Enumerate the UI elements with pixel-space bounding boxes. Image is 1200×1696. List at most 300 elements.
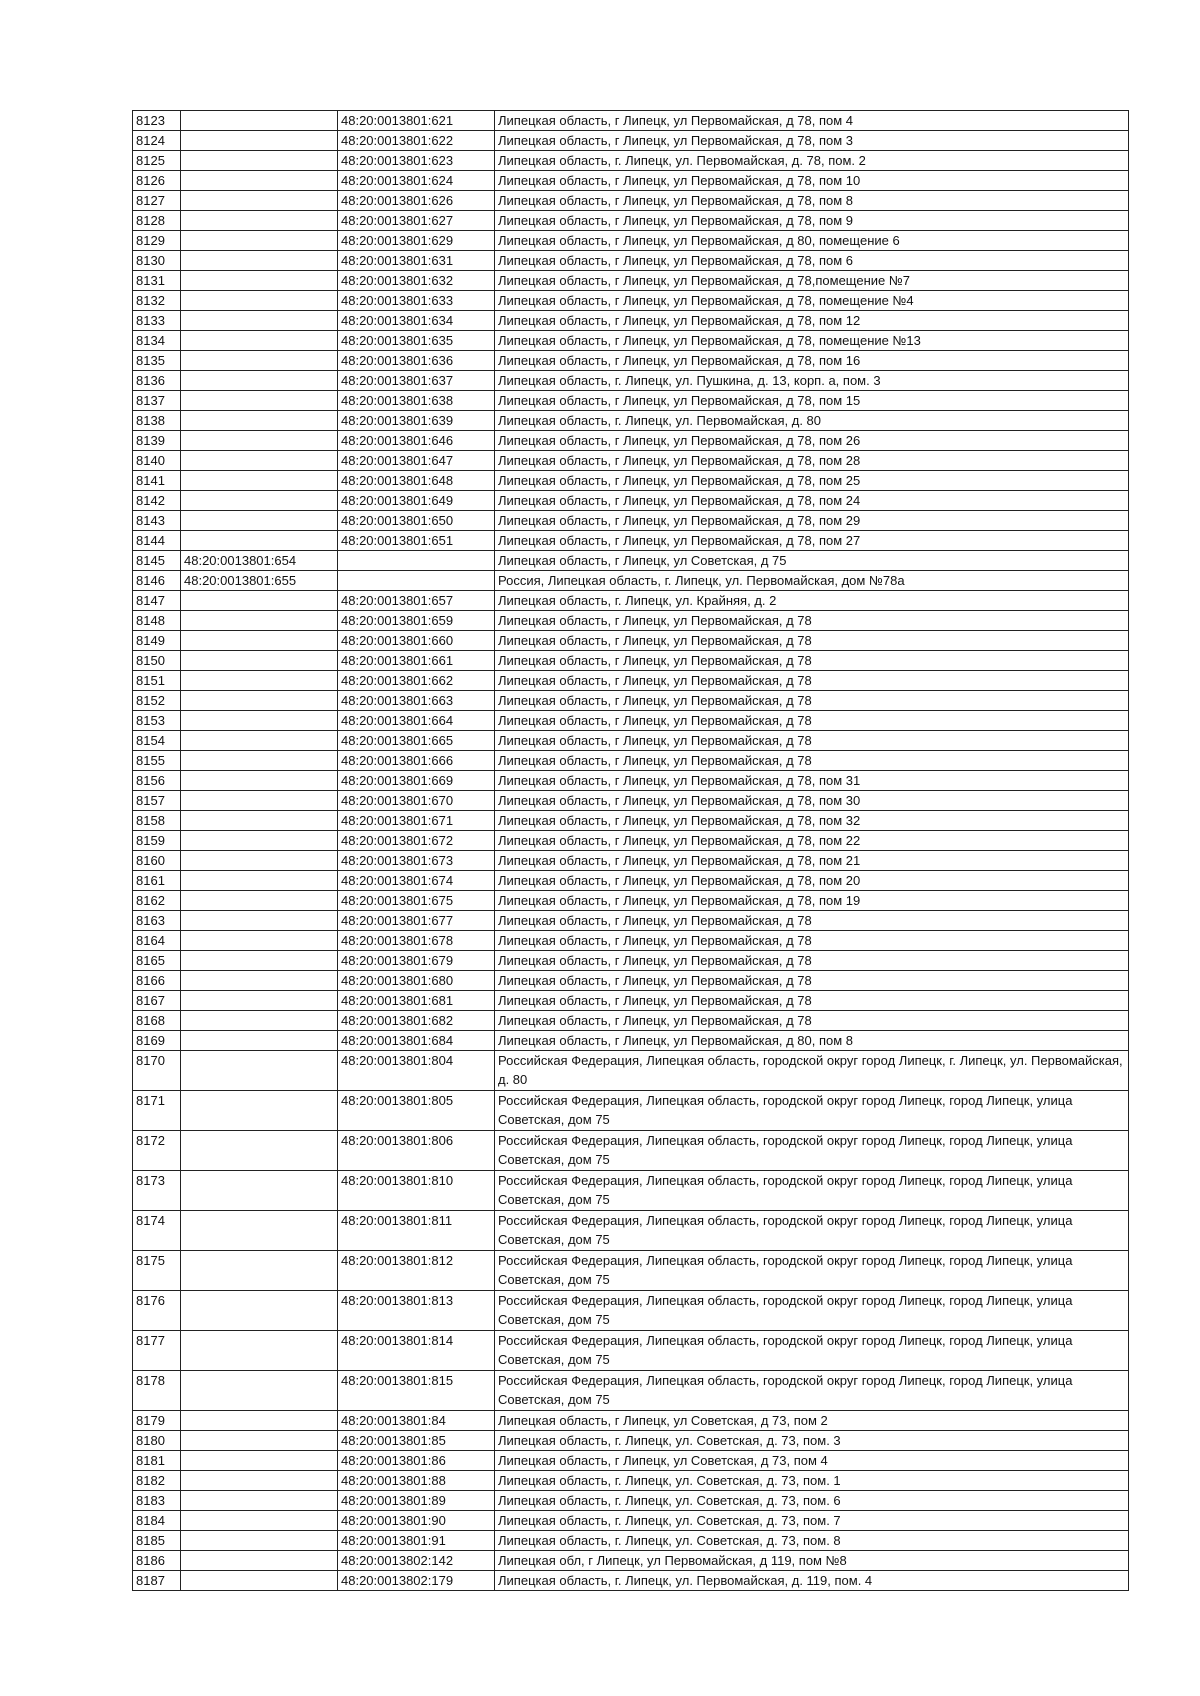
premises-cadastral-cell: 48:20:0013801:680	[338, 971, 495, 991]
building-cadastral-cell	[181, 931, 338, 951]
building-cadastral-cell	[181, 491, 338, 511]
table-row	[133, 891, 1129, 911]
building-cadastral-cell	[181, 1571, 338, 1591]
address-cell: Липецкая область, г Липецк, ул Первомайская, д 78, пом 4	[495, 111, 1129, 131]
row-number-cell: 8177	[133, 1331, 181, 1371]
table-row	[133, 671, 1129, 691]
address-cell: Липецкая область, г Липецк, ул Первомайская, д 78	[495, 631, 1129, 651]
table-row	[133, 1471, 1129, 1491]
building-cadastral-cell	[181, 831, 338, 851]
address-cell: Липецкая область, г. Липецк, ул. Советская, д. 73, пом. 8	[495, 1531, 1129, 1551]
premises-cadastral-cell: 48:20:0013801:622	[338, 131, 495, 151]
building-cadastral-cell	[181, 431, 338, 451]
table-row	[133, 731, 1129, 751]
premises-cadastral-cell: 48:20:0013801:814	[338, 1331, 495, 1371]
building-cadastral-cell	[181, 711, 338, 731]
table-row	[133, 691, 1129, 711]
row-number-cell: 8176	[133, 1291, 181, 1331]
building-cadastral-cell	[181, 1451, 338, 1471]
address-cell: Липецкая область, г Липецк, ул Первомайская, д 78, помещение №4	[495, 291, 1129, 311]
row-number-cell: 8169	[133, 1031, 181, 1051]
premises-cadastral-cell: 48:20:0013801:90	[338, 1511, 495, 1531]
address-cell: Россия, Липецкая область, г. Липецк, ул. Первомайская, дом №78а	[495, 571, 1129, 591]
address-cell: Липецкая область, г Липецк, ул Первомайская, д 78, пом 31	[495, 771, 1129, 791]
row-number-cell: 8158	[133, 811, 181, 831]
premises-cadastral-cell: 48:20:0013802:142	[338, 1551, 495, 1571]
table-row	[133, 611, 1129, 631]
table-row	[133, 511, 1129, 531]
row-number-cell: 8129	[133, 231, 181, 251]
row-number-cell: 8147	[133, 591, 181, 611]
row-number-cell: 8179	[133, 1411, 181, 1431]
premises-cadastral-cell: 48:20:0013801:661	[338, 651, 495, 671]
building-cadastral-cell	[181, 1091, 338, 1131]
address-cell: Липецкая область, г Липецк, ул Первомайская, д 78	[495, 971, 1129, 991]
premises-cadastral-cell: 48:20:0013801:662	[338, 671, 495, 691]
row-number-cell: 8134	[133, 331, 181, 351]
premises-cadastral-cell: 48:20:0013801:647	[338, 451, 495, 471]
row-number-cell: 8174	[133, 1211, 181, 1251]
building-cadastral-cell	[181, 731, 338, 751]
building-cadastral-cell	[181, 1491, 338, 1511]
premises-cadastral-cell: 48:20:0013801:639	[338, 411, 495, 431]
row-number-cell: 8157	[133, 791, 181, 811]
table-row	[133, 311, 1129, 331]
premises-cadastral-cell: 48:20:0013801:674	[338, 871, 495, 891]
address-cell: Российская Федерация, Липецкая область, городской округ город Липецк, город Липецк, улица Советская, дом 75	[495, 1291, 1129, 1331]
row-number-cell: 8153	[133, 711, 181, 731]
row-number-cell: 8171	[133, 1091, 181, 1131]
row-number-cell: 8143	[133, 511, 181, 531]
row-number-cell: 8161	[133, 871, 181, 891]
premises-cadastral-cell: 48:20:0013801:804	[338, 1051, 495, 1091]
table-row	[133, 811, 1129, 831]
row-number-cell: 8146	[133, 571, 181, 591]
premises-cadastral-cell: 48:20:0013801:675	[338, 891, 495, 911]
address-cell: Липецкая область, г Липецк, ул Первомайская, д 78, пом 32	[495, 811, 1129, 831]
row-number-cell: 8164	[133, 931, 181, 951]
table-row	[133, 1491, 1129, 1511]
premises-cadastral-cell: 48:20:0013801:88	[338, 1471, 495, 1491]
table-row	[133, 211, 1129, 231]
building-cadastral-cell	[181, 911, 338, 931]
row-number-cell: 8150	[133, 651, 181, 671]
table-row	[133, 1531, 1129, 1551]
table-row	[133, 231, 1129, 251]
row-number-cell: 8152	[133, 691, 181, 711]
address-cell: Липецкая область, г Липецк, ул Советская, д 75	[495, 551, 1129, 571]
address-cell: Липецкая область, г Липецк, ул Советская, д 73, пом 4	[495, 1451, 1129, 1471]
building-cadastral-cell	[181, 251, 338, 271]
row-number-cell: 8170	[133, 1051, 181, 1091]
premises-cadastral-cell: 48:20:0013801:627	[338, 211, 495, 231]
premises-cadastral-cell: 48:20:0013801:86	[338, 1451, 495, 1471]
row-number-cell: 8142	[133, 491, 181, 511]
premises-cadastral-cell: 48:20:0013801:666	[338, 751, 495, 771]
table-row	[133, 1211, 1129, 1251]
table-row	[133, 931, 1129, 951]
premises-cadastral-cell: 48:20:0013801:648	[338, 471, 495, 491]
row-number-cell: 8132	[133, 291, 181, 311]
table-row	[133, 351, 1129, 371]
table-row	[133, 1371, 1129, 1411]
building-cadastral-cell	[181, 971, 338, 991]
table-row	[133, 1131, 1129, 1171]
address-cell: Липецкая область, г. Липецк, ул. Пушкина, д. 13, корп. а, пом. 3	[495, 371, 1129, 391]
premises-cadastral-cell: 48:20:0013801:665	[338, 731, 495, 751]
row-number-cell: 8136	[133, 371, 181, 391]
row-number-cell: 8151	[133, 671, 181, 691]
building-cadastral-cell	[181, 1031, 338, 1051]
building-cadastral-cell	[181, 1291, 338, 1331]
premises-cadastral-cell: 48:20:0013801:85	[338, 1431, 495, 1451]
table-row	[133, 1571, 1129, 1591]
premises-cadastral-cell: 48:20:0013801:629	[338, 231, 495, 251]
table-row	[133, 991, 1129, 1011]
building-cadastral-cell	[181, 531, 338, 551]
building-cadastral-cell	[181, 1511, 338, 1531]
building-cadastral-cell	[181, 891, 338, 911]
address-cell: Липецкая область, г Липецк, ул Первомайская, д 78	[495, 611, 1129, 631]
row-number-cell: 8184	[133, 1511, 181, 1531]
table-row	[133, 591, 1129, 611]
row-number-cell: 8182	[133, 1471, 181, 1491]
table-row	[133, 631, 1129, 651]
row-number-cell: 8181	[133, 1451, 181, 1471]
building-cadastral-cell	[181, 171, 338, 191]
building-cadastral-cell	[181, 191, 338, 211]
property-table	[132, 110, 1129, 1591]
address-cell: Липецкая область, г Липецк, ул Первомайская, д 78, пом 9	[495, 211, 1129, 231]
premises-cadastral-cell: 48:20:0013801:673	[338, 851, 495, 871]
row-number-cell: 8156	[133, 771, 181, 791]
building-cadastral-cell	[181, 611, 338, 631]
building-cadastral-cell	[181, 151, 338, 171]
row-number-cell: 8183	[133, 1491, 181, 1511]
address-cell: Липецкая область, г Липецк, ул Первомайская, д 78, пом 30	[495, 791, 1129, 811]
table-row	[133, 831, 1129, 851]
table-body	[133, 111, 1129, 1591]
premises-cadastral-cell: 48:20:0013801:657	[338, 591, 495, 611]
address-cell: Российская Федерация, Липецкая область, городской округ город Липецк, город Липецк, улица Советская, дом 75	[495, 1211, 1129, 1251]
building-cadastral-cell	[181, 591, 338, 611]
table-row	[133, 751, 1129, 771]
building-cadastral-cell	[181, 411, 338, 431]
address-cell: Липецкая область, г Липецк, ул Первомайская, д 78, пом 3	[495, 131, 1129, 151]
table-row	[133, 171, 1129, 191]
building-cadastral-cell	[181, 391, 338, 411]
row-number-cell: 8126	[133, 171, 181, 191]
premises-cadastral-cell: 48:20:0013801:660	[338, 631, 495, 651]
address-cell: Липецкая область, г Липецк, ул Первомайская, д 78, пом 19	[495, 891, 1129, 911]
row-number-cell: 8159	[133, 831, 181, 851]
premises-cadastral-cell: 48:20:0013801:663	[338, 691, 495, 711]
address-cell: Липецкая область, г Липецк, ул Первомайская, д 78, помещение №13	[495, 331, 1129, 351]
premises-cadastral-cell: 48:20:0013801:637	[338, 371, 495, 391]
row-number-cell: 8166	[133, 971, 181, 991]
row-number-cell: 8139	[133, 431, 181, 451]
row-number-cell: 8154	[133, 731, 181, 751]
address-cell: Российская Федерация, Липецкая область, городской округ город Липецк, город Липецк, улица Советская, дом 75	[495, 1251, 1129, 1291]
row-number-cell: 8135	[133, 351, 181, 371]
row-number-cell: 8185	[133, 1531, 181, 1551]
row-number-cell: 8180	[133, 1431, 181, 1451]
table-row	[133, 1331, 1129, 1371]
row-number-cell: 8155	[133, 751, 181, 771]
building-cadastral-cell	[181, 511, 338, 531]
premises-cadastral-cell: 48:20:0013801:815	[338, 1371, 495, 1411]
premises-cadastral-cell: 48:20:0013801:91	[338, 1531, 495, 1551]
row-number-cell: 8131	[133, 271, 181, 291]
building-cadastral-cell	[181, 1531, 338, 1551]
premises-cadastral-cell: 48:20:0013801:679	[338, 951, 495, 971]
row-number-cell: 8133	[133, 311, 181, 331]
table-row	[133, 491, 1129, 511]
premises-cadastral-cell: 48:20:0013801:651	[338, 531, 495, 551]
row-number-cell: 8125	[133, 151, 181, 171]
table-row	[133, 551, 1129, 571]
table-row	[133, 391, 1129, 411]
address-cell: Российская Федерация, Липецкая область, городской округ город Липецк, город Липецк, улица Советская, дом 75	[495, 1131, 1129, 1171]
address-cell: Липецкая область, г. Липецк, ул. Первомайская, д. 80	[495, 411, 1129, 431]
row-number-cell: 8127	[133, 191, 181, 211]
premises-cadastral-cell: 48:20:0013801:677	[338, 911, 495, 931]
row-number-cell: 8162	[133, 891, 181, 911]
building-cadastral-cell	[181, 331, 338, 351]
row-number-cell: 8128	[133, 211, 181, 231]
address-cell: Липецкая область, г Липецк, ул Первомайская, д 78	[495, 711, 1129, 731]
table-row	[133, 1451, 1129, 1471]
row-number-cell: 8168	[133, 1011, 181, 1031]
building-cadastral-cell	[181, 371, 338, 391]
address-cell: Липецкая область, г Липецк, ул Первомайская, д 78, пом 6	[495, 251, 1129, 271]
table-row	[133, 851, 1129, 871]
address-cell: Липецкая область, г Липецк, ул Первомайская, д 78	[495, 1011, 1129, 1031]
building-cadastral-cell	[181, 471, 338, 491]
address-cell: Липецкая обл, г Липецк, ул Первомайская, д 119, пом №8	[495, 1551, 1129, 1571]
row-number-cell: 8148	[133, 611, 181, 631]
building-cadastral-cell	[181, 1431, 338, 1451]
premises-cadastral-cell: 48:20:0013801:626	[338, 191, 495, 211]
table-row	[133, 431, 1129, 451]
premises-cadastral-cell: 48:20:0013801:84	[338, 1411, 495, 1431]
row-number-cell: 8178	[133, 1371, 181, 1411]
premises-cadastral-cell: 48:20:0013801:650	[338, 511, 495, 531]
building-cadastral-cell	[181, 751, 338, 771]
table-row	[133, 251, 1129, 271]
premises-cadastral-cell: 48:20:0013801:621	[338, 111, 495, 131]
table-row	[133, 411, 1129, 431]
table-row	[133, 1051, 1129, 1091]
table-row	[133, 1091, 1129, 1131]
address-cell: Липецкая область, г Липецк, ул Первомайская, д 78	[495, 951, 1129, 971]
premises-cadastral-cell: 48:20:0013801:646	[338, 431, 495, 451]
building-cadastral-cell	[181, 1211, 338, 1251]
row-number-cell: 8130	[133, 251, 181, 271]
premises-cadastral-cell: 48:20:0013801:681	[338, 991, 495, 1011]
table-row	[133, 571, 1129, 591]
table-row	[133, 1431, 1129, 1451]
table-row	[133, 151, 1129, 171]
address-cell: Липецкая область, г Липецк, ул Первомайская, д 78	[495, 991, 1129, 1011]
premises-cadastral-cell: 48:20:0013801:669	[338, 771, 495, 791]
address-cell: Липецкая область, г Липецк, ул Первомайская, д 78	[495, 671, 1129, 691]
premises-cadastral-cell: 48:20:0013801:672	[338, 831, 495, 851]
row-number-cell: 8165	[133, 951, 181, 971]
table-row	[133, 271, 1129, 291]
building-cadastral-cell: 48:20:0013801:654	[181, 551, 338, 571]
row-number-cell: 8140	[133, 451, 181, 471]
building-cadastral-cell	[181, 1331, 338, 1371]
address-cell: Липецкая область, г Липецк, ул Первомайская, д 78, пом 26	[495, 431, 1129, 451]
table-row	[133, 651, 1129, 671]
address-cell: Липецкая область, г Липецк, ул Первомайская, д 78, пом 27	[495, 531, 1129, 551]
premises-cadastral-cell: 48:20:0013801:671	[338, 811, 495, 831]
premises-cadastral-cell: 48:20:0013801:649	[338, 491, 495, 511]
building-cadastral-cell	[181, 311, 338, 331]
table-row	[133, 291, 1129, 311]
address-cell: Липецкая область, г. Липецк, ул. Крайняя, д. 2	[495, 591, 1129, 611]
address-cell: Российская Федерация, Липецкая область, городской округ город Липецк, город Липецк, улица Советская, дом 75	[495, 1091, 1129, 1131]
premises-cadastral-cell: 48:20:0013801:684	[338, 1031, 495, 1051]
building-cadastral-cell	[181, 1011, 338, 1031]
address-cell: Российская Федерация, Липецкая область, городской округ город Липецк, город Липецк, улица Советская, дом 75	[495, 1371, 1129, 1411]
row-number-cell: 8123	[133, 111, 181, 131]
row-number-cell: 8173	[133, 1171, 181, 1211]
premises-cadastral-cell	[338, 551, 495, 571]
building-cadastral-cell	[181, 651, 338, 671]
building-cadastral-cell	[181, 1131, 338, 1171]
building-cadastral-cell	[181, 211, 338, 231]
premises-cadastral-cell: 48:20:0013801:634	[338, 311, 495, 331]
building-cadastral-cell	[181, 811, 338, 831]
table-row	[133, 1511, 1129, 1531]
address-cell: Липецкая область, г Липецк, ул Первомайская, д 78, пом 20	[495, 871, 1129, 891]
premises-cadastral-cell: 48:20:0013801:635	[338, 331, 495, 351]
address-cell: Липецкая область, г Липецк, ул Первомайская, д 78, пом 29	[495, 511, 1129, 531]
address-cell: Липецкая область, г. Липецк, ул. Первомайская, д. 119, пом. 4	[495, 1571, 1129, 1591]
address-cell: Липецкая область, г Липецк, ул Первомайская, д 80, пом 8	[495, 1031, 1129, 1051]
address-cell: Липецкая область, г. Липецк, ул. Советская, д. 73, пом. 1	[495, 1471, 1129, 1491]
premises-cadastral-cell	[338, 571, 495, 591]
building-cadastral-cell	[181, 111, 338, 131]
building-cadastral-cell	[181, 1471, 338, 1491]
address-cell: Липецкая область, г Липецк, ул Первомайская, д 78, пом 21	[495, 851, 1129, 871]
building-cadastral-cell	[181, 671, 338, 691]
address-cell: Липецкая область, г Липецк, ул Первомайская, д 78, пом 10	[495, 171, 1129, 191]
address-cell: Липецкая область, г Липецк, ул Первомайская, д 78	[495, 911, 1129, 931]
address-cell: Российская Федерация, Липецкая область, городской округ город Липецк, город Липецк, улица Советская, дом 75	[495, 1171, 1129, 1211]
building-cadastral-cell	[181, 1411, 338, 1431]
address-cell: Липецкая область, г Липецк, ул Первомайская, д 78, пом 25	[495, 471, 1129, 491]
premises-cadastral-cell: 48:20:0013801:659	[338, 611, 495, 631]
building-cadastral-cell	[181, 451, 338, 471]
premises-cadastral-cell: 48:20:0013801:682	[338, 1011, 495, 1031]
table-row	[133, 951, 1129, 971]
table-row	[133, 971, 1129, 991]
address-cell: Липецкая область, г Липецк, ул Первомайская, д 78	[495, 931, 1129, 951]
building-cadastral-cell	[181, 1551, 338, 1571]
premises-cadastral-cell: 48:20:0013801:678	[338, 931, 495, 951]
address-cell: Липецкая область, г Липецк, ул Первомайская, д 78	[495, 731, 1129, 751]
table-row	[133, 371, 1129, 391]
row-number-cell: 8149	[133, 631, 181, 651]
address-cell: Липецкая область, г Липецк, ул Первомайская, д 78, пом 22	[495, 831, 1129, 851]
table-row	[133, 911, 1129, 931]
address-cell: Липецкая область, г Липецк, ул Первомайская, д 78	[495, 651, 1129, 671]
address-cell: Липецкая область, г Липецк, ул Первомайская, д 78, пом 8	[495, 191, 1129, 211]
address-cell: Липецкая область, г Липецк, ул Первомайская, д 78,помещение №7	[495, 271, 1129, 291]
premises-cadastral-cell: 48:20:0013801:623	[338, 151, 495, 171]
premises-cadastral-cell: 48:20:0013801:638	[338, 391, 495, 411]
address-cell: Российская Федерация, Липецкая область, городской округ город Липецк, г. Липецк, ул. Первомайская, д. 80	[495, 1051, 1129, 1091]
row-number-cell: 8124	[133, 131, 181, 151]
row-number-cell: 8145	[133, 551, 181, 571]
building-cadastral-cell	[181, 771, 338, 791]
premises-cadastral-cell: 48:20:0013801:812	[338, 1251, 495, 1291]
building-cadastral-cell	[181, 1051, 338, 1091]
row-number-cell: 8138	[133, 411, 181, 431]
table-row	[133, 771, 1129, 791]
premises-cadastral-cell: 48:20:0013801:633	[338, 291, 495, 311]
premises-cadastral-cell: 48:20:0013801:670	[338, 791, 495, 811]
building-cadastral-cell	[181, 791, 338, 811]
premises-cadastral-cell: 48:20:0013801:631	[338, 251, 495, 271]
premises-cadastral-cell: 48:20:0013801:806	[338, 1131, 495, 1171]
premises-cadastral-cell: 48:20:0013801:805	[338, 1091, 495, 1131]
table-row	[133, 1251, 1129, 1291]
table-row	[133, 331, 1129, 351]
address-cell: Липецкая область, г Липецк, ул Первомайская, д 78, пом 24	[495, 491, 1129, 511]
premises-cadastral-cell: 48:20:0013801:636	[338, 351, 495, 371]
premises-cadastral-cell: 48:20:0013801:89	[338, 1491, 495, 1511]
table-row	[133, 1551, 1129, 1571]
address-cell: Липецкая область, г Липецк, ул Первомайская, д 78	[495, 691, 1129, 711]
row-number-cell: 8187	[133, 1571, 181, 1591]
table-row	[133, 1011, 1129, 1031]
building-cadastral-cell	[181, 1371, 338, 1411]
table-row	[133, 191, 1129, 211]
address-cell: Липецкая область, г Липецк, ул Первомайская, д 80, помещение 6	[495, 231, 1129, 251]
building-cadastral-cell	[181, 851, 338, 871]
table-row	[133, 791, 1129, 811]
premises-cadastral-cell: 48:20:0013801:813	[338, 1291, 495, 1331]
table-row	[133, 1291, 1129, 1331]
table-row	[133, 471, 1129, 491]
address-cell: Российская Федерация, Липецкая область, городской округ город Липецк, город Липецк, улица Советская, дом 75	[495, 1331, 1129, 1371]
building-cadastral-cell	[181, 1251, 338, 1291]
address-cell: Липецкая область, г Липецк, ул Первомайская, д 78, пом 28	[495, 451, 1129, 471]
address-cell: Липецкая область, г. Липецк, ул. Первомайская, д. 78, пом. 2	[495, 151, 1129, 171]
address-cell: Липецкая область, г. Липецк, ул. Советская, д. 73, пом. 7	[495, 1511, 1129, 1531]
row-number-cell: 8186	[133, 1551, 181, 1571]
table-row	[133, 1171, 1129, 1211]
building-cadastral-cell	[181, 1171, 338, 1211]
table-row	[133, 711, 1129, 731]
address-cell: Липецкая область, г Липецк, ул Первомайская, д 78, пом 15	[495, 391, 1129, 411]
table-row	[133, 451, 1129, 471]
address-cell: Липецкая область, г Липецк, ул Советская, д 73, пом 2	[495, 1411, 1129, 1431]
table-row	[133, 531, 1129, 551]
table-row	[133, 111, 1129, 131]
address-cell: Липецкая область, г. Липецк, ул. Советская, д. 73, пом. 3	[495, 1431, 1129, 1451]
building-cadastral-cell	[181, 871, 338, 891]
building-cadastral-cell: 48:20:0013801:655	[181, 571, 338, 591]
premises-cadastral-cell: 48:20:0013802:179	[338, 1571, 495, 1591]
building-cadastral-cell	[181, 951, 338, 971]
address-cell: Липецкая область, г. Липецк, ул. Советская, д. 73, пом. 6	[495, 1491, 1129, 1511]
row-number-cell: 8144	[133, 531, 181, 551]
